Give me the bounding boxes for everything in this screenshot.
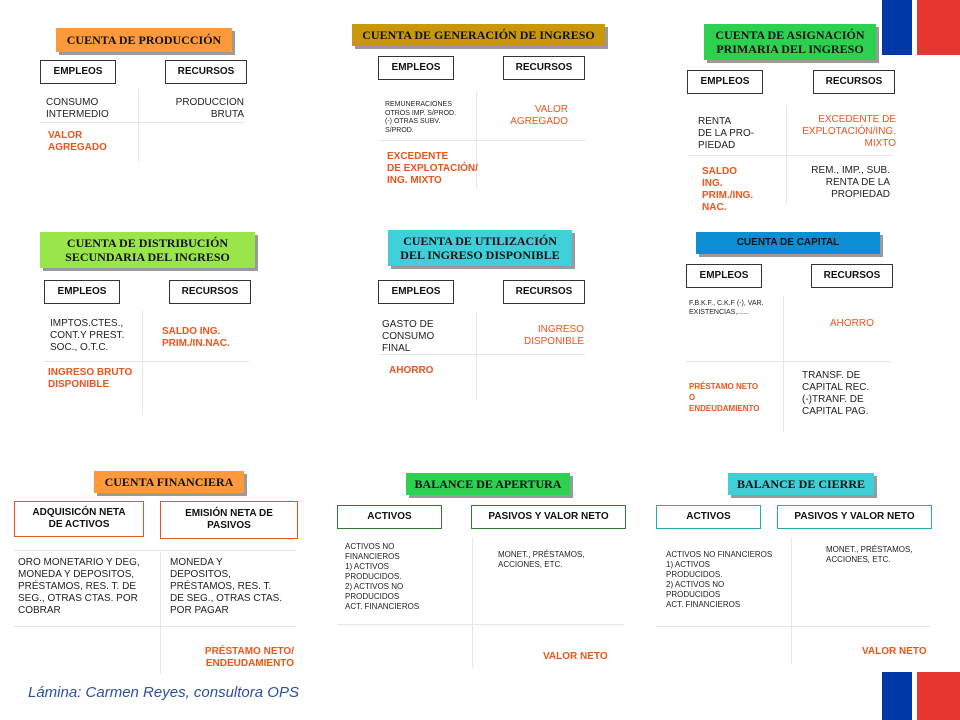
asignacion-empleos-header: EMPLEOS: [687, 70, 763, 94]
cierre-activos-list: ACTIVOS NO FINANCIEROS 1) ACTIVOS PRODUCIDOS. 2) ACTIVOS NO PRODUCIDOS ACT. FINANCIEROS: [666, 550, 773, 609]
utilizacion-divider: [476, 312, 477, 400]
utilizacion-empleos-header: EMPLEOS: [378, 280, 454, 304]
produccion-valor-agregado: VALOR AGREGADO: [48, 130, 107, 153]
generacion-recursos-header: RECURSOS: [503, 56, 585, 80]
apertura-activos-list: ACTIVOS NO FINANCIEROS 1) ACTIVOS PRODUCIDOS. 2) ACTIVOS NO PRODUCIDOS ACT. FINANCIEROS: [345, 542, 420, 611]
asignacion-recursos-header: RECURSOS: [813, 70, 895, 94]
produccion-title: CUENTA DE PRODUCCIÓN: [56, 28, 232, 52]
cierre-activos-header: ACTIVOS: [656, 505, 761, 529]
apertura-monet-prestamos: MONET., PRÉSTAMOS, ACCIONES, ETC.: [498, 550, 585, 569]
distribucion-title: CUENTA DE DISTRIBUCIÓN SECUNDARIA DEL INGRESO: [40, 232, 255, 268]
financiera-adquisicion-header: ADQUISICÓN NETA DE ACTIVOS: [14, 501, 144, 537]
asignacion-saldo-ing: SALDO ING. PRIM./ING. NAC.: [702, 166, 754, 213]
utilizacion-ingreso-disponible: INGRESO DISPONIBLE: [523, 324, 584, 347]
capital-title: CUENTA DE CAPITAL: [696, 232, 880, 254]
capital-transf: TRANSF. DE CAPITAL REC. (-)TRANF. DE CAPITAL PAG.: [802, 370, 870, 417]
produccion-empleos-header: EMPLEOS: [40, 60, 116, 84]
financiera-divider: [160, 552, 161, 674]
capital-rule: [686, 361, 891, 362]
produccion-recursos-header: RECURSOS: [165, 60, 247, 84]
financiera-prestamo-neto: PRÉSTAMO NETO/ ENDEUDAMIENTO: [204, 646, 294, 669]
cierre-rule: [656, 626, 930, 627]
generacion-empleos-header: EMPLEOS: [378, 56, 454, 80]
utilizacion-rule: [380, 354, 585, 355]
capital-empleos-header: EMPLEOS: [686, 264, 762, 288]
utilizacion-gasto-consumo: GASTO DE CONSUMO FINAL: [382, 319, 435, 353]
asignacion-excedente: EXCEDENTE DE EXPLOTACIÓN/ING. MIXTO: [802, 114, 896, 149]
distribucion-empleos-header: EMPLEOS: [44, 280, 120, 304]
utilizacion-title: CUENTA DE UTILIZACIÓN DEL INGRESO DISPONIBLE: [388, 230, 572, 266]
credit-caption: Lámina: Carmen Reyes, consultora OPS: [28, 684, 299, 701]
financiera-title: CUENTA FINANCIERA: [94, 471, 244, 493]
capital-ahorro: AHORRO: [830, 318, 874, 329]
cierre-divider: [791, 538, 792, 664]
asignacion-title: CUENTA DE ASIGNACIÓN PRIMARIA DEL INGRESO: [704, 24, 876, 60]
financiera-rule-mid: [14, 626, 296, 627]
generacion-valor-agregado: VALOR AGREGADO: [510, 104, 568, 127]
generacion-remuneraciones: REMUNERACIONES OTROS IMP. S/PROD. (-) OTRAS SUBV. S/PROD.: [385, 101, 457, 134]
apertura-activos-header: ACTIVOS: [337, 505, 442, 529]
asignacion-rem-imp: REM., IMP., SUB. RENTA DE LA PROPIEDAD: [811, 165, 890, 200]
produccion-produccion-bruta: PRODUCCION BRUTA: [175, 97, 244, 120]
produccion-consumo-intermedio: CONSUMO INTERMEDIO: [46, 97, 109, 120]
capital-fbkf: F.B.K.F., C.K.F (-), VAR. EXISTENCIAS,......: [689, 300, 764, 316]
apertura-divider: [472, 538, 473, 668]
produccion-rule: [40, 122, 245, 123]
apertura-valor-neto: VALOR NETO: [543, 651, 608, 662]
capital-recursos-header: RECURSOS: [811, 264, 893, 288]
utilizacion-ahorro: AHORRO: [389, 365, 434, 376]
financiera-emision-header: EMISIÓN NETA DE PASIVOS: [160, 501, 298, 539]
cierre-pasivos-header: PASIVOS Y VALOR NETO: [777, 505, 932, 529]
cierre-monet-prestamos: MONET., PRÉSTAMOS, ACCIONES, ETC.: [826, 545, 913, 564]
generacion-rule: [380, 140, 585, 141]
capital-divider: [783, 296, 784, 432]
utilizacion-recursos-header: RECURSOS: [503, 280, 585, 304]
distribucion-saldo-ing: SALDO ING. PRIM./IN.NAC.: [162, 326, 230, 349]
apertura-rule: [337, 624, 624, 625]
financiera-oro-monetario: ORO MONETARIO Y DEG, MONEDA Y DEPOSITOS, PRÉSTAMOS, RES. T. DE SEG., OTRAS CTAS. POR COBRAR: [18, 557, 140, 616]
financiera-moneda-depositos: MONEDA Y DEPOSITOS, PRÉSTAMOS, RES. T. DE SEG., OTRAS CTAS. POR PAGAR: [170, 557, 283, 616]
distribucion-divider: [142, 310, 143, 414]
apertura-pasivos-header: PASIVOS Y VALOR NETO: [471, 505, 626, 529]
capital-prestamo-neto: PRÉSTAMO NETO O ENDEUDAMIENTO: [689, 382, 760, 413]
cierre-valor-neto: VALOR NETO: [862, 646, 927, 657]
asignacion-renta-propiedad: RENTA DE LA PRO- PIEDAD: [698, 116, 755, 151]
generacion-excedente: EXCEDENTE DE EXPLOTACIÓN/ ING. MIXTO: [387, 151, 478, 186]
distribucion-rule: [44, 361, 249, 362]
cierre-title: BALANCE DE CIERRE: [728, 473, 874, 495]
distribucion-recursos-header: RECURSOS: [169, 280, 251, 304]
distribucion-imptos: IMPTOS.CTES., CONT.Y PREST. SOC., O.T.C.: [50, 318, 125, 353]
produccion-divider: [138, 90, 139, 162]
asignacion-rule: [688, 155, 893, 156]
utilizacion-gasto-clip: [382, 319, 472, 353]
financiera-rule-top: [14, 550, 296, 551]
apertura-title: BALANCE DE APERTURA: [406, 473, 570, 495]
generacion-title: CUENTA DE GENERACIÓN DE INGRESO: [352, 24, 605, 46]
distribucion-ingreso-bruto: INGRESO BRUTO DISPONIBLE: [48, 367, 133, 390]
